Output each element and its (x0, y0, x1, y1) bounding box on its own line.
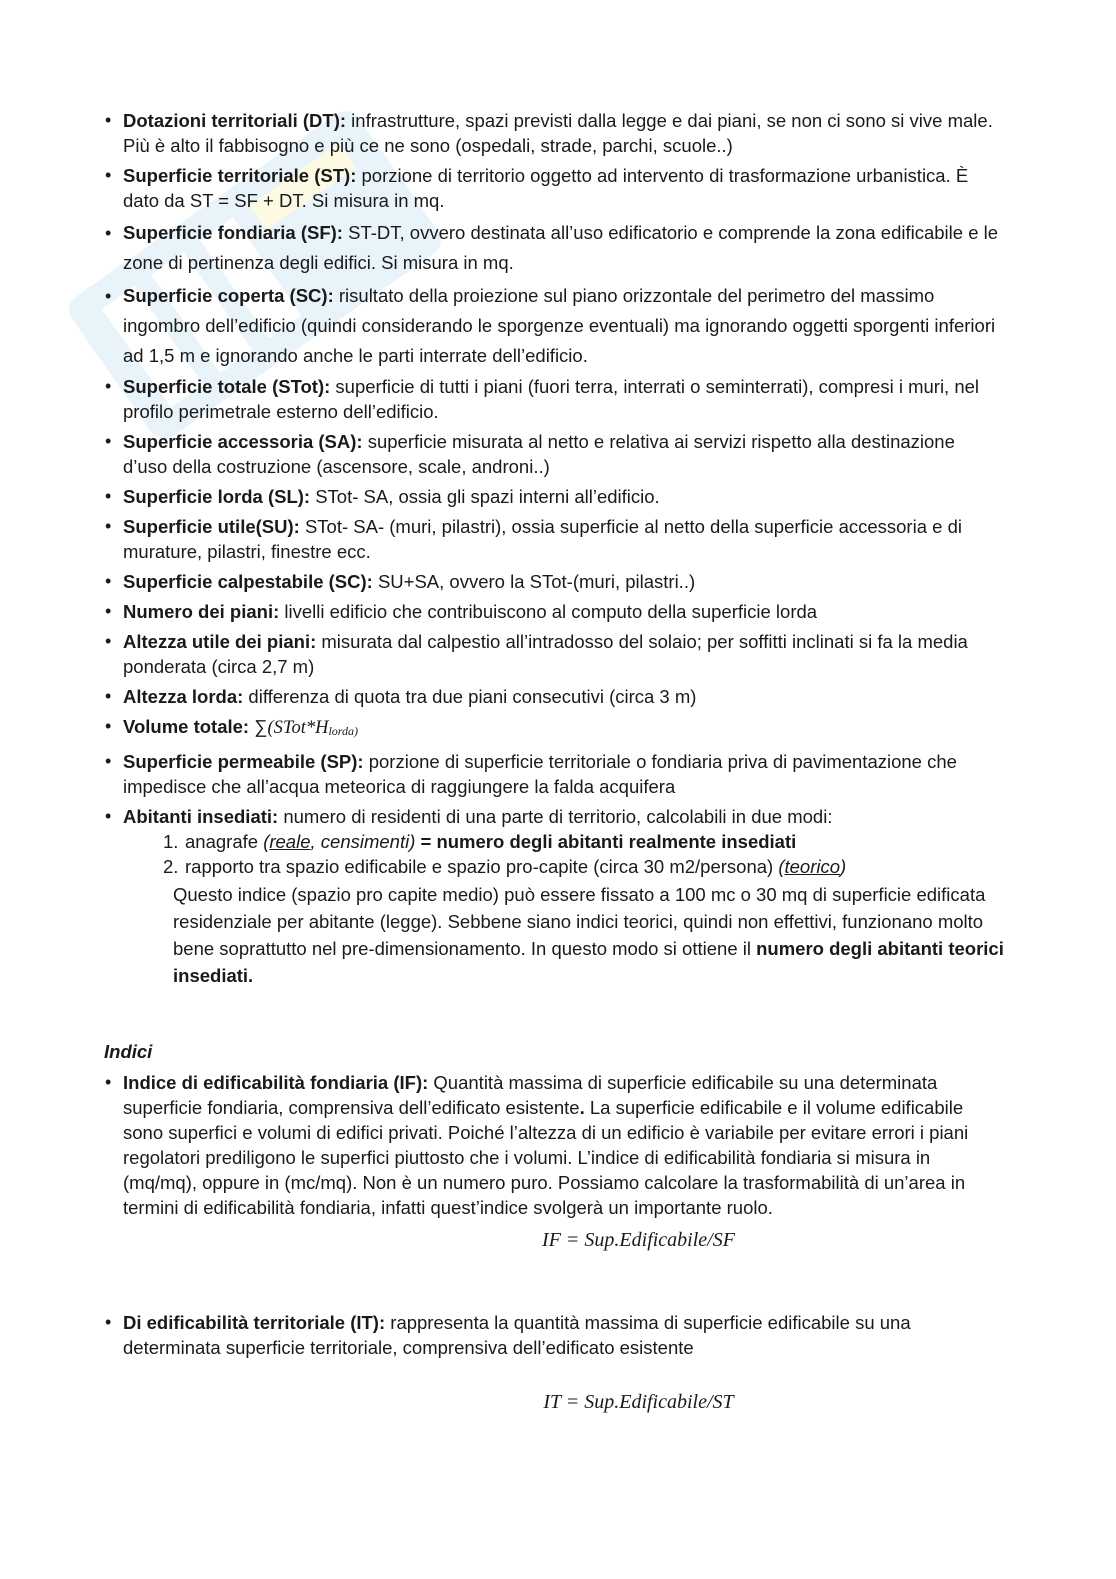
indici-list-2 (104, 1310, 1004, 1415)
list-item (104, 714, 1004, 744)
paren: ( (778, 856, 785, 877)
term: Superficie permeabile (SP): (123, 751, 364, 772)
list-item (104, 281, 1004, 371)
mode-text: rapporto tra spazio edificabile e spazio pro-capite (circa 30 m2/persona) (185, 856, 779, 877)
document-page (104, 108, 1004, 1420)
definition: infrastrutture, spazi previsti dalla legge e dai piani, se non ci sono si vive male. Più è alto il fabbisogno e più ce ne sono (ospedali, strade, parchi, scuole..) (123, 110, 993, 156)
list-item (104, 514, 1004, 564)
paren: ( (263, 831, 270, 852)
term: Indice di edificabilità fondiaria (IF): (123, 1072, 429, 1093)
volume-formula-subscript: lorda) (328, 724, 359, 738)
list-item (104, 218, 1004, 278)
reale-label: reale (269, 831, 311, 852)
sum-symbol: ∑ (254, 716, 268, 737)
definition: superficie misurata al netto e relativa ai servizi rispetto alla destinazione d’uso della costruzione (ascensore, scale, androni..) (123, 431, 955, 477)
definition-continued: La superficie edificabile e il volume edificabile sono superfici e volumi di edifici privati. Poiché l’altezza di un edificio è variabile per evitare errori i piani regolatori prediligono le superfici piuttosto che i volumi. L’indice di edificabilità fondiaria si misura in (mq/mq), oppure in (mc/mq). Non è un numero puro. Possiamo calcolare la trasformabilità di un’area in termini di edificabilità fondiaria, infatti quest’indice svolgerà un importante ruolo. (123, 1097, 969, 1218)
term: Superficie lorda (SL): (123, 486, 311, 507)
definition: SU+SA, ovvero la STot-(muri, pilastri..) (372, 571, 696, 592)
list-item (104, 429, 1004, 479)
mode-text: anagrafe (185, 831, 264, 852)
term: Superficie accessoria (SA): (123, 431, 363, 452)
note-text: Questo indice (spazio pro capite medio) può essere fissato a 100 mc o 30 mq di superficie edificata residenziale per abitante (legge). Sebbene siano indici teorici, quindi non effettivi, funzionano molto bene soprattutto nel pre-dimensionamento. In questo modo si ottiene il (173, 884, 986, 959)
dot: . (579, 1097, 585, 1118)
mode-number: 1. (163, 831, 179, 852)
definition: Quantità massima di superficie edificabile su una determinata superficie fondiaria, comprensiva dell’edificato esistente (123, 1072, 938, 1118)
term: Superficie calpestabile (SC): (123, 571, 373, 592)
abitanti-note (123, 881, 1004, 989)
list-item (104, 374, 1004, 424)
term: Superficie totale (STot): (123, 376, 331, 397)
definition: STot- SA- (muri, pilastri), ossia superficie al netto della superficie accessoria e di murature, pilastri, finestre ecc. (123, 516, 962, 562)
list-item (104, 1310, 1004, 1415)
term: Superficie fondiaria (SF): (123, 222, 343, 243)
term: Dotazioni territoriali (DT): (123, 110, 347, 131)
definition: livelli edificio che contribuiscono al computo della superficie lorda (279, 601, 818, 622)
mode-item (163, 854, 1004, 879)
definition: numero di residenti di una parte di territorio, calcolabili in due modi: (278, 806, 833, 827)
volume-formula-text: (STot*H (267, 718, 329, 738)
list-item (104, 484, 1004, 509)
paren: ) (840, 856, 847, 877)
term: Di edificabilità territoriale (IT): (123, 1312, 386, 1333)
term: Volume totale: (123, 716, 250, 737)
list-item (104, 108, 1004, 158)
term: Numero dei piani: (123, 601, 280, 622)
formula-it: IT = Sup.Edificabile/ST (543, 1391, 734, 1413)
list-item (104, 684, 1004, 709)
mode-number: 2. (163, 856, 179, 877)
definition: STot- SA, ossia gli spazi interni all’edificio. (310, 486, 660, 507)
term: Superficie coperta (SC): (123, 285, 334, 306)
list-item (104, 163, 1004, 213)
indici-list (104, 1070, 1004, 1253)
term: Abitanti insediati: (123, 806, 279, 827)
list-item (104, 1070, 1004, 1253)
definition: porzione di superficie territoriale o fondiaria priva di pavimentazione che impedisce che all’acqua meteorica di raggiungere la falda acquifera (123, 751, 957, 797)
definition: misurata dal calpestio all’intradosso del solaio; per soffitti inclinati si fa la media ponderata (circa 2,7 m) (123, 631, 968, 677)
teorico-label: teorico (784, 856, 841, 877)
mode-item (163, 829, 1004, 854)
volume-formula (267, 718, 358, 738)
list-item (104, 629, 1004, 679)
term: Superficie territoriale (ST): (123, 165, 357, 186)
definition: porzione di territorio oggetto ad intervento di trasformazione urbanistica. È dato da ST = SF + DT. Si misura in mq. (123, 165, 969, 211)
mode-result: = numero degli abitanti realmente insediati (415, 831, 797, 852)
list-item (104, 749, 1004, 799)
definition: risultato della proiezione sul piano orizzontale del perimetro del massimo ingombro dell’edificio (quindi considerando le sporgenze eventuali) ma ignorando oggetti sporgenti inferiori ad 1,5 m e ignorando anche le parti interrate dell’edificio. (123, 285, 996, 366)
list-item (104, 569, 1004, 594)
note-bold: numero degli abitanti teorici insediati. (173, 938, 1004, 986)
definition: differenza di quota tra due piani consecutivi (circa 3 m) (243, 686, 697, 707)
definitions-list (104, 108, 1004, 989)
section-title: Indici (104, 1041, 153, 1062)
formula-if: IF = Sup.Edificabile/SF (542, 1229, 735, 1251)
definition: ST-DT, ovvero destinata all’uso edificatorio e comprende la zona edificabile e le zone di pertinenza degli edifici. Si misura in mq. (123, 222, 999, 273)
term: Altezza utile dei piani: (123, 631, 317, 652)
list-item (104, 804, 1004, 989)
term: Superficie utile(SU): (123, 516, 300, 537)
modes-list (123, 829, 1004, 879)
censimenti-label: , censimenti) (310, 831, 416, 852)
definition: rappresenta la quantità massima di superficie edificabile su una determinata superficie territoriale, comprensiva dell’edificato esistente (123, 1312, 911, 1358)
term: Altezza lorda: (123, 686, 244, 707)
list-item (104, 599, 1004, 624)
definition: superficie di tutti i piani (fuori terra, interrati o seminterrati), compresi i muri, nel profilo perimetrale esterno dell’edificio. (123, 376, 980, 422)
